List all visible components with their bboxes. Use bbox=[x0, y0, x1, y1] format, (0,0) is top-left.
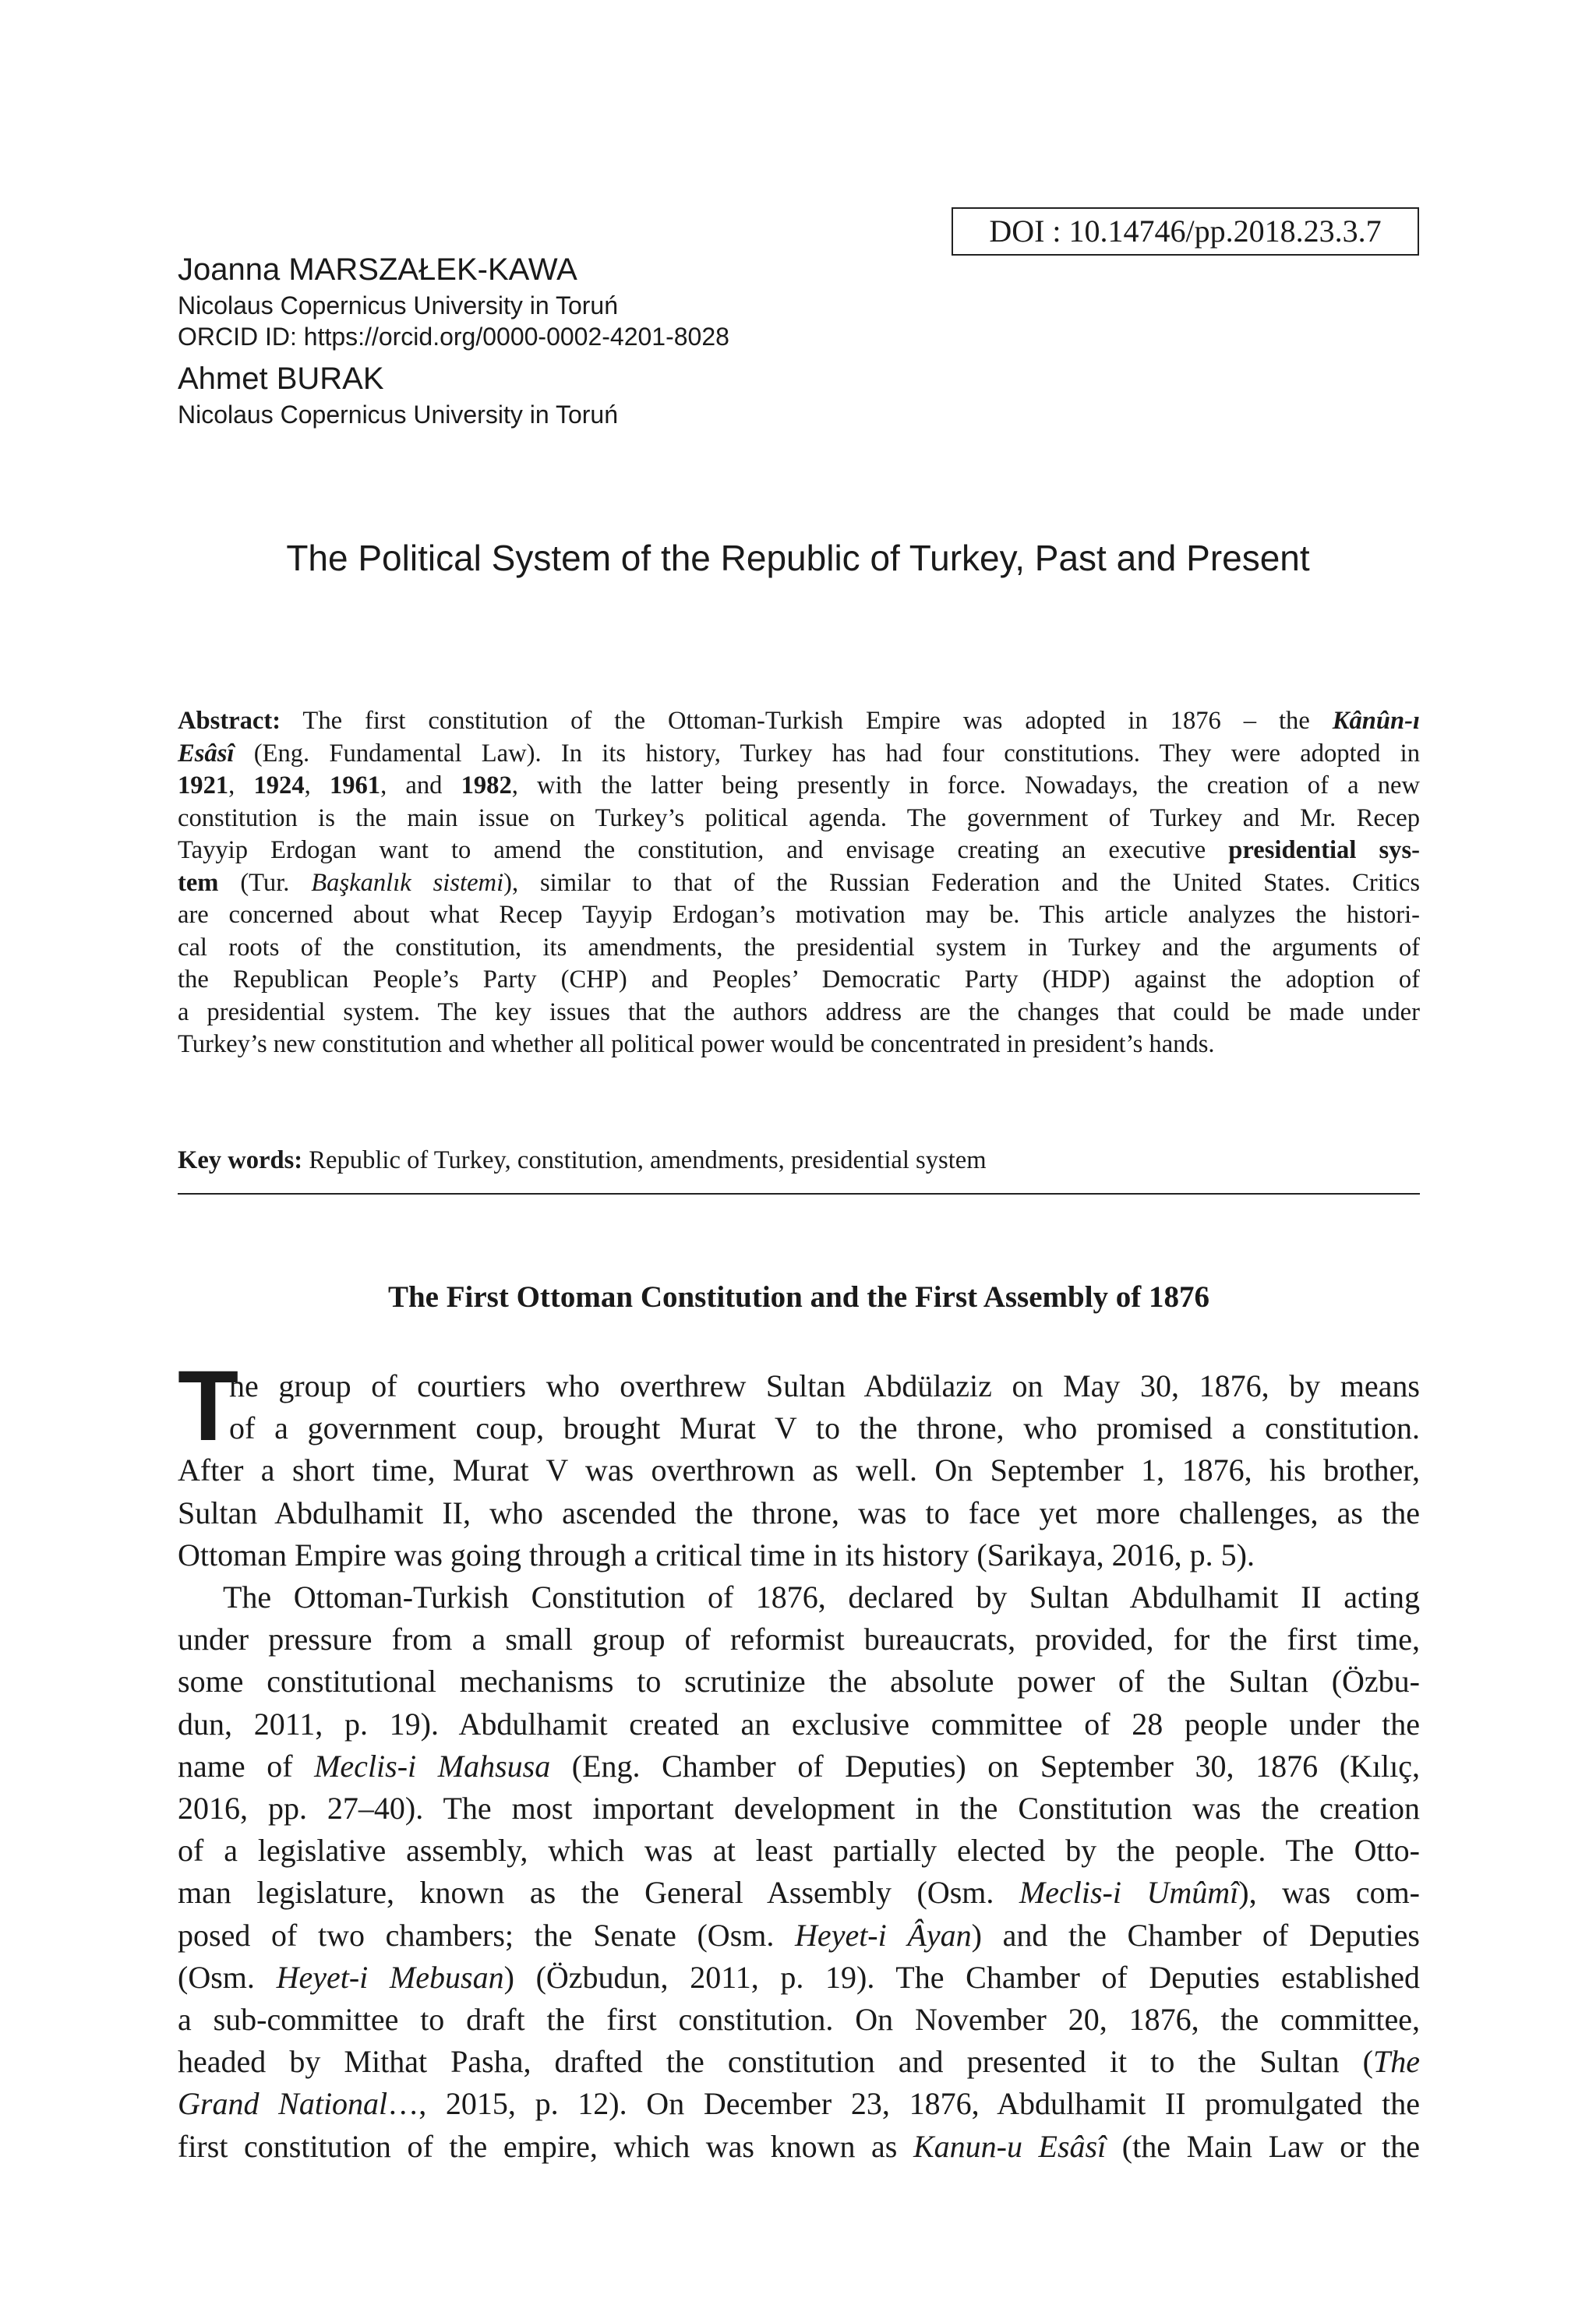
text-run: ), was com- bbox=[1238, 1875, 1421, 1911]
text-run: , with the latter being presently in force. Nowadays, the creation of a new bbox=[511, 771, 1420, 799]
text-run: the Republican People’s Party (CHP) and Peoples’ Democratic Party (HDP) against the adoption of bbox=[178, 965, 1420, 994]
text-run: are concerned about what Recep Tayyip Erdogan’s motivation may be. This article analyzes the histori- bbox=[178, 901, 1420, 929]
text-run: first constitution of the empire, which was known as bbox=[178, 2128, 913, 2164]
body-line bbox=[178, 1999, 1420, 2041]
body-line bbox=[178, 1492, 1420, 1534]
text-run: 1961 bbox=[329, 771, 381, 799]
keywords-text: Republic of Turkey, constitution, amendments, presidential system bbox=[302, 1146, 987, 1174]
text-run: Meclis-i Umûmî bbox=[1019, 1875, 1239, 1911]
abstract-line bbox=[178, 867, 1420, 900]
text-run: constitution is the main issue on Turkey’s political agenda. The government of Turkey and Mr. Recep bbox=[178, 803, 1420, 832]
text-run: name of bbox=[178, 1748, 315, 1784]
text-run: 1924 bbox=[253, 771, 305, 799]
text-run: ) and the Chamber of Deputies bbox=[971, 1917, 1421, 1953]
abstract-line bbox=[178, 899, 1420, 932]
text-run: (Eng. Fundamental Law). In its history, Turkey has had four constitutions. They were adopted in bbox=[234, 739, 1420, 768]
body-line bbox=[178, 2041, 1420, 2083]
body-line bbox=[178, 1449, 1420, 1491]
text-run: (Tur. bbox=[218, 868, 312, 897]
text-run: he group of courtiers who overthrew Sultan Abdülaziz on May 30, 1876, by means bbox=[229, 1368, 1420, 1403]
text-run: Kânûn-ı bbox=[1332, 707, 1420, 735]
text-run: 1921 bbox=[178, 771, 229, 799]
text-run: , and bbox=[380, 771, 461, 799]
text-run: dun, 2011, p. 19). Abdulhamit created an exclusive committee of 28 people under the bbox=[178, 1706, 1420, 1742]
body-line bbox=[178, 1957, 1420, 1999]
text-run: , bbox=[228, 771, 254, 799]
author-affiliation: Nicolaus Copernicus University in Toruń bbox=[178, 401, 618, 429]
text-run: (Osm. bbox=[178, 1959, 277, 1995]
text-run: Grand National bbox=[178, 2086, 388, 2122]
text-run: some constitutional mechanisms to scrutinize the absolute power of the Sultan (Özbu- bbox=[178, 1664, 1420, 1700]
author-name: Joanna MARSZAŁEK-KAWA bbox=[178, 252, 577, 287]
text-run: 2016, pp. 27–40). The most important development in the Constitution was the creation bbox=[178, 1791, 1420, 1827]
text-run: Başkanlık sistemi bbox=[311, 868, 504, 897]
body-line bbox=[178, 1745, 1420, 1788]
text-run: After a short time, Murat V was overthrown as well. On September 1, 1876, his brother, bbox=[178, 1453, 1420, 1488]
author-block bbox=[178, 358, 957, 430]
text-run: tem bbox=[178, 868, 219, 897]
abstract-line bbox=[178, 1029, 1420, 1061]
text-run: headed by Mithat Pasha, drafted the constitution and presented it to the Sultan ( bbox=[178, 2044, 1373, 2080]
text-run: Meclis-i Mahsusa bbox=[314, 1748, 551, 1784]
section-heading: The First Ottoman Constitution and the First Assembly of 1876 bbox=[387, 1280, 1210, 1314]
text-run: a sub-committee to draft the first constitution. On November 20, 1876, the committee, bbox=[178, 2002, 1420, 2038]
text-run: …, 2015, p. 12). On December 23, 1876, Abdulhamit II promulgated the bbox=[387, 2086, 1420, 2122]
text-run: (Eng. Chamber of Deputies) on September 30, 1876 (Kılıç, bbox=[550, 1748, 1420, 1784]
text-run: man legislature, known as the General Assembly (Osm. bbox=[178, 1875, 1019, 1911]
text-run: Sultan Abdulhamit II, who ascended the throne, was to face yet more challenges, as the bbox=[178, 1495, 1420, 1530]
body-line bbox=[178, 1365, 1420, 1407]
text-run: Esâsî bbox=[178, 739, 235, 768]
text-run: ), similar to that of the Russian Federation and the United States. Critics bbox=[503, 868, 1420, 897]
abstract-line bbox=[178, 738, 1420, 771]
author-block bbox=[178, 249, 957, 352]
body-line bbox=[178, 2126, 1420, 2168]
text-run: of a legislative assembly, which was at least partially elected by the people. The Otto- bbox=[178, 1833, 1420, 1869]
text-run: The Ottoman-Turkish Constitution of 1876, declared by Sultan Abdulhamit II acting bbox=[223, 1580, 1420, 1615]
abstract-line bbox=[178, 964, 1420, 997]
text-run: (the Main Law or the bbox=[1106, 2128, 1420, 2164]
body-line bbox=[178, 1661, 1420, 1703]
text-run: Heyet-i Âyan bbox=[795, 1917, 972, 1953]
text-run: a presidential system. The key issues that the authors address are the changes that could be made under bbox=[178, 997, 1420, 1026]
text-run: Heyet-i Mebusan bbox=[276, 1959, 504, 1995]
text-run: cal roots of the constitution, its amendments, the presidential system in Turkey and the arguments of bbox=[178, 933, 1420, 962]
drop-cap: T bbox=[178, 1350, 239, 1462]
text-run: under pressure from a small group of reformist bureaucrats, provided, for the first time, bbox=[178, 1622, 1420, 1657]
author-name: Ahmet BURAK bbox=[178, 362, 384, 396]
text-run: Tayyip Erdogan want to amend the constitution, and envisage creating an executive bbox=[178, 836, 1229, 864]
body-line bbox=[178, 1915, 1420, 1957]
text-run: Abstract: bbox=[178, 707, 281, 735]
text-run: The first constitution of the Ottoman-Turkish Empire was adopted in 1876 – the bbox=[281, 707, 1333, 735]
text-run: Turkey’s new constitution and whether all political power would be concentrated in president’s hands. bbox=[178, 1030, 1215, 1058]
keywords bbox=[178, 1144, 1420, 1177]
abstract-line bbox=[178, 770, 1420, 803]
text-run: posed of two chambers; the Senate (Osm. bbox=[178, 1917, 796, 1953]
text-run: of a government coup, brought Murat V to the throne, who promised a constitution. bbox=[229, 1410, 1420, 1446]
body-text bbox=[178, 1350, 1421, 2168]
text-run: presidential sys- bbox=[1228, 836, 1420, 864]
body-line bbox=[178, 1788, 1420, 1830]
text-run: , bbox=[304, 771, 330, 799]
body-line bbox=[178, 1618, 1420, 1661]
text-run: 1982 bbox=[461, 771, 512, 799]
keywords-label: Key words: bbox=[178, 1146, 303, 1174]
paper-title: The Political System of the Republic of Turkey, Past and Present bbox=[286, 538, 1310, 578]
body-line bbox=[178, 1872, 1420, 1914]
text-run: Ottoman Empire was going through a critical time in its history (Sarikaya, 2016, p. 5). bbox=[178, 1537, 1255, 1573]
abstract-line bbox=[178, 705, 1420, 738]
abstract bbox=[178, 705, 1420, 1061]
body-line bbox=[178, 2083, 1420, 2125]
abstract-line bbox=[178, 997, 1420, 1029]
body-line bbox=[178, 1534, 1420, 1576]
doi-box: DOI : 10.14746/pp.2018.23.3.7 bbox=[952, 207, 1419, 256]
text-run: The bbox=[1373, 2044, 1420, 2080]
author-affiliation: Nicolaus Copernicus University in Toruń bbox=[178, 291, 618, 319]
body-line bbox=[178, 1407, 1420, 1449]
abstract-line bbox=[178, 932, 1420, 965]
abstract-line bbox=[178, 835, 1420, 867]
body-line bbox=[178, 1830, 1420, 1872]
body-line bbox=[178, 1576, 1420, 1618]
body-line bbox=[178, 1703, 1420, 1745]
text-run: ) (Özbudun, 2011, p. 19). The Chamber of Deputies established bbox=[503, 1959, 1421, 1995]
text-run: Kanun-u Esâsî bbox=[913, 2128, 1107, 2164]
author-orcid: ORCID ID: https://orcid.org/0000-0002-4201-8028 bbox=[178, 323, 729, 351]
divider-rule bbox=[178, 1193, 1420, 1195]
abstract-line bbox=[178, 803, 1420, 835]
author-list bbox=[178, 249, 957, 430]
